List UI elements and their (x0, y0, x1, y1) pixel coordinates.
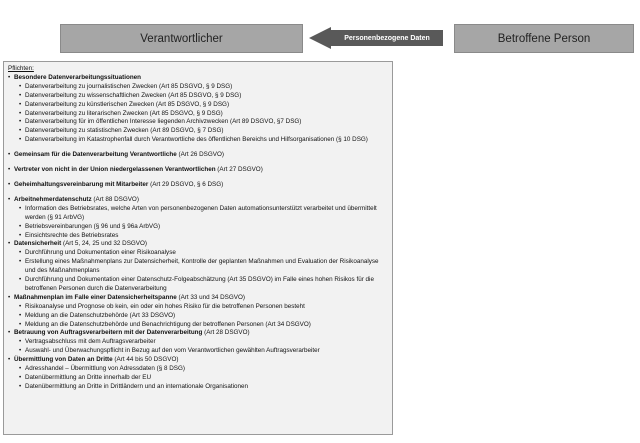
item-text: Erstellung eines Maßnahmenplans zur Datensicherheit, Kontrolle der geplanten Maßnahmen und Evaluation der Risikoanalyse und des Maßnahmenplans (25, 258, 379, 275)
bullet-icon: • (19, 231, 22, 239)
item-text: Meldung an die Datenschutzbehörde (Art 33 DSGVO) (25, 311, 176, 319)
bullet-icon: • (19, 204, 22, 212)
obligation-item (8, 205, 388, 223)
item-text: Datenverarbeitung zu künstlerischen Zwecken (Art 85 DSGVO, § 9 DSG) (25, 100, 230, 108)
item-text: Information des Betriebsrates, welche Arten von personenbezogenen Daten automationsunterstützt verarbeitet und übermittelt werden (§ 91 ArbVG) (25, 204, 377, 221)
panel-title: Pflichten: (8, 65, 34, 72)
obligation-item (8, 127, 388, 136)
section-heading: Gemeinsam für die Datenverarbeitung Verantwortliche (14, 151, 177, 159)
obligation-item (8, 223, 388, 232)
section-heading: Übermittlung von Daten an Dritte (14, 356, 113, 364)
section-heading: Maßnahmenplan im Falle einer Datensicherheitspanne (14, 293, 177, 301)
obligation-item (8, 110, 388, 119)
obligation-section (8, 356, 388, 365)
section-text (14, 74, 141, 83)
obligation-item (8, 374, 388, 383)
obligation-item (8, 383, 388, 392)
section-text (14, 181, 223, 190)
obligation-item (8, 303, 388, 312)
section-reference: (Art 27 DSGVO) (215, 166, 263, 174)
arrow-label: Personenbezogene Daten (344, 34, 430, 42)
bullet-icon: • (19, 249, 22, 257)
bullet-icon: • (19, 100, 22, 108)
section-reference: (Art 88 DSGVO) (91, 195, 139, 203)
section-text (14, 196, 139, 205)
obligations-panel (3, 61, 393, 435)
bullet-icon: • (8, 329, 11, 337)
obligation-section (8, 151, 388, 160)
bullet-icon: • (8, 240, 11, 248)
bullet-icon: • (19, 302, 22, 310)
item-text: Datenverarbeitung zu literarischen Zwecken (Art 85 DSGVO, § 9 DSG) (25, 109, 223, 117)
obligation-item (8, 92, 388, 101)
section-text (14, 151, 224, 160)
data-subject-box (454, 24, 634, 53)
obligation-item (8, 347, 388, 356)
bullet-icon: • (8, 180, 11, 188)
section-reference: (Art 26 DSGVO) (176, 151, 224, 159)
section-reference: (Art 28 DSGVO) (202, 329, 250, 337)
item-text: Einsichtsrechte des Betriebsrates (25, 231, 119, 239)
item-text: Risikoanalyse und Prognose ob kein, ein oder ein hohes Risiko für die betroffenen Personen besteht (25, 302, 305, 310)
bullet-icon: • (8, 166, 11, 174)
obligation-item (8, 258, 388, 276)
section-heading: Geheimhaltungsvereinbarung mit Mitarbeiter (14, 180, 149, 188)
bullet-icon: • (8, 356, 11, 364)
item-text: Datenverarbeitung zu wissenschaftlichen Zwecken (Art 85 DSGVO, § 9 DSG) (25, 91, 242, 99)
section-reference: (Art 29 DSGVO, § 6 DSG) (148, 180, 224, 188)
item-text: Betriebsvereinbarungen (§ 96 und § 96a ArbVG) (25, 222, 161, 230)
item-text: Durchführung und Dokumentation einer Datenschutz-Folgeabschätzung (Art 35 DSGVO) im Falle eines hohen Risikos für die betroffenen Personen durch die Datenverarbeitung (25, 276, 374, 292)
obligation-item (8, 338, 388, 347)
controller-label: Verantwortlicher (140, 32, 223, 45)
item-text: Datenverarbeitung zu statistischen Zwecken (Art 89 DSGVO, § 7 DSG) (25, 127, 224, 135)
item-text: Datenverarbeitung im Katastrophenfall durch Verantwortliche des öffentlichen Bereichs und Hilfsorganisationen (§ 10 DSG) (25, 136, 368, 144)
bullet-icon: • (19, 127, 22, 135)
bullet-icon: • (19, 338, 22, 346)
section-reference: (Art 33 und 34 DSGVO) (176, 293, 245, 301)
obligation-section (8, 240, 388, 249)
obligation-section (8, 181, 388, 190)
bullet-icon: • (19, 365, 22, 373)
obligation-item (8, 232, 388, 241)
section-text (14, 356, 178, 365)
item-text: Adresshandel – Übermittlung von Adressdaten (§ 8 DSG) (25, 365, 185, 373)
section-heading: Betrauung von Auftragsverarbeitern mit der Datenverarbeitung (14, 329, 203, 337)
bullet-icon: • (19, 109, 22, 117)
obligation-section (8, 196, 388, 205)
obligation-item (8, 312, 388, 321)
section-heading: Vertreter von nicht in der Union niedergelassenen Verantwortlichen (14, 166, 216, 174)
section-text (14, 166, 263, 175)
item-text: Vertragsabschluss mit dem Auftragsverarbeiter (25, 338, 156, 346)
section-reference: (Art 44 bis 50 DSGVO) (112, 356, 179, 364)
obligation-item (8, 118, 388, 127)
bullet-icon: • (19, 320, 22, 328)
bullet-icon: • (19, 311, 22, 319)
item-text: Datenübermittlung an Dritte innerhalb der EU (25, 374, 152, 381)
bullet-icon: • (19, 347, 22, 355)
section-heading: Besondere Datenverarbeitungssituationen (14, 73, 142, 81)
bullet-icon: • (8, 151, 11, 159)
bullet-icon: • (19, 118, 22, 126)
item-text: Meldung an die Datenschutzbehörde und Benachrichtigung der betroffenen Personen (Art 34 DSGVO) (25, 320, 311, 328)
bullet-icon: • (19, 276, 22, 284)
section-text (14, 240, 147, 249)
bullet-icon: • (19, 91, 22, 99)
item-text: Auswahl- und Überwachungspflicht in Bezug auf den vom Verantwortlichen gewählten Auftragsverarbeiter (25, 347, 320, 355)
bullet-icon: • (19, 374, 22, 381)
obligations-list (8, 74, 388, 392)
item-text: Durchführung und Dokumentation einer Risikoanalyse (25, 249, 176, 257)
obligation-item (8, 276, 388, 294)
data-subject-label: Betroffene Person (497, 32, 591, 45)
item-text: Datenübermittlung an Dritte in Drittländern und an internationale Organisationen (25, 382, 248, 390)
obligation-item (8, 83, 388, 92)
controller-box (60, 24, 303, 53)
obligation-item (8, 321, 388, 330)
section-reference: (Art 5, 24, 25 und 32 DSGVO) (61, 240, 147, 248)
section-heading: Arbeitnehmerdatenschutz (14, 195, 92, 203)
obligation-section (8, 294, 388, 303)
bullet-icon: • (8, 73, 11, 81)
obligation-item (8, 365, 388, 374)
bullet-icon: • (19, 222, 22, 230)
section-heading: Datensicherheit (14, 240, 62, 248)
obligation-section (8, 166, 388, 175)
obligation-item (8, 136, 388, 145)
item-text: Datenverarbeitung für im öffentlichen Interesse liegenden Archivzwecken (Art 89 DSGVO, §7 DSG) (25, 118, 302, 126)
obligation-section (8, 74, 388, 83)
obligation-section (8, 329, 388, 338)
bullet-icon: • (19, 258, 22, 266)
bullet-icon: • (19, 82, 22, 90)
bullet-icon: • (19, 382, 22, 390)
section-text (14, 329, 250, 338)
item-text: Datenverarbeitung zu journalistischen Zwecken (Art 85 DSGVO, § 9 DSG) (25, 82, 233, 90)
obligation-item (8, 101, 388, 110)
bullet-icon: • (19, 136, 22, 144)
section-text (14, 294, 245, 303)
bullet-icon: • (8, 195, 11, 203)
obligation-item (8, 249, 388, 258)
bullet-icon: • (8, 293, 11, 301)
